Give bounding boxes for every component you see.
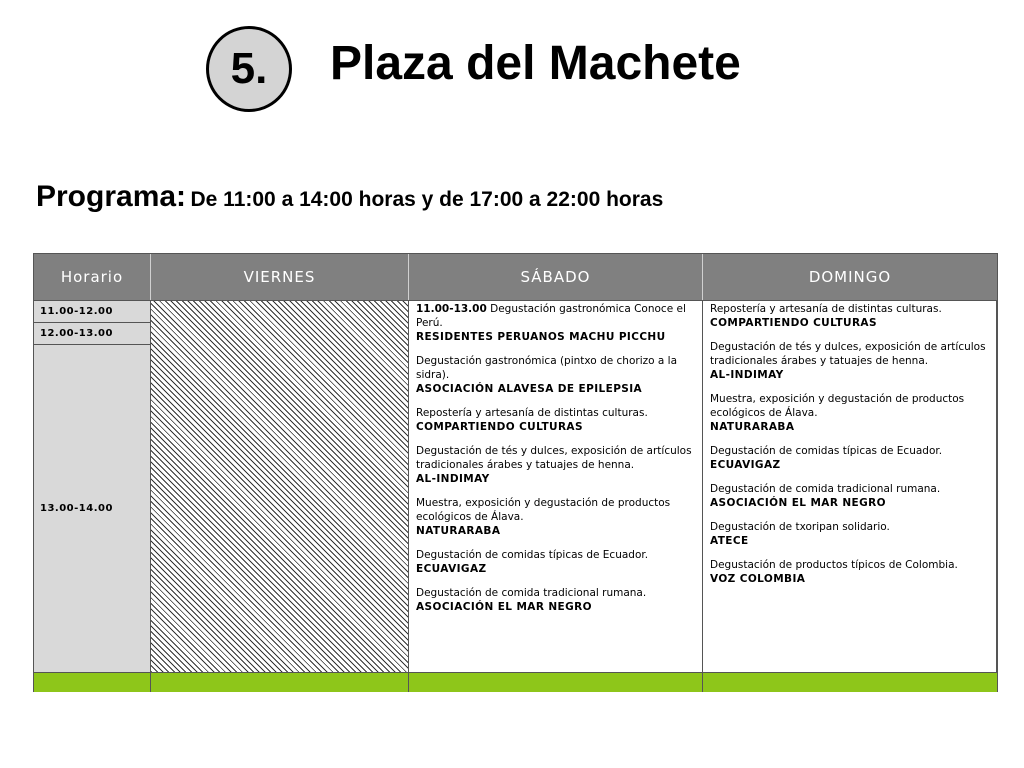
domingo-column	[703, 300, 997, 672]
programa-label: Programa:	[36, 180, 187, 213]
page-title: Plaza del Machete	[330, 37, 741, 90]
event-description	[416, 406, 696, 420]
section-number-badge	[206, 26, 292, 112]
event-organizer: COMPARTIENDO CULTURAS	[416, 421, 583, 433]
event-description-text: Repostería y artesanía de distintas culturas.	[710, 303, 942, 315]
event-description	[710, 340, 990, 368]
event-description-text: Muestra, exposición y degustación de productos ecológicos de Álava.	[710, 393, 965, 419]
event-entry	[416, 302, 696, 344]
viernes-empty-cell	[151, 300, 409, 672]
event-description-text: Degustación de comida tradicional rumana.	[416, 587, 647, 599]
section-number: 5.	[230, 44, 268, 93]
event-entry	[710, 558, 990, 586]
event-description-text: Degustación de comidas típicas de Ecuador.	[416, 549, 649, 561]
header-horario: Horario	[34, 254, 151, 300]
event-entry	[416, 548, 696, 576]
event-entry	[710, 482, 990, 510]
event-organizer: RESIDENTES PERUANOS MACHU PICCHU	[416, 331, 666, 343]
header-sabado: SÁBADO	[409, 254, 703, 300]
event-description-text: Muestra, exposición y degustación de productos ecológicos de Álava.	[416, 497, 671, 523]
event-description	[710, 558, 990, 572]
event-description	[416, 354, 696, 382]
event-description	[416, 444, 696, 472]
event-organizer: COMPARTIENDO CULTURAS	[710, 317, 877, 329]
event-description	[416, 302, 696, 330]
event-organizer: NATURARABA	[710, 421, 795, 433]
event-description	[710, 482, 990, 496]
footer-bar-cell	[34, 672, 151, 692]
header-domingo: DOMINGO	[703, 254, 997, 300]
event-description	[416, 548, 696, 562]
event-entry	[710, 302, 990, 330]
event-entry	[710, 340, 990, 382]
event-description-text: Degustación de tés y dulces, exposición de artículos tradicionales árabes y tatuajes de henna.	[710, 341, 986, 367]
event-description	[710, 444, 990, 458]
event-entry	[710, 444, 990, 472]
event-organizer: NATURARABA	[416, 525, 501, 537]
event-organizer: ASOCIACIÓN ALAVESA DE EPILEPSIA	[416, 383, 643, 395]
event-description-text: Degustación de productos típicos de Colombia.	[710, 559, 958, 571]
event-entry	[416, 444, 696, 486]
sabado-column	[409, 300, 703, 672]
event-organizer: AL-INDIMAY	[710, 369, 784, 381]
event-entry	[416, 354, 696, 396]
footer-bar-cell	[151, 672, 409, 692]
event-organizer: ASOCIACIÓN EL MAR NEGRO	[710, 497, 886, 509]
footer-bar-cell	[409, 672, 703, 692]
schedule-table	[33, 253, 998, 692]
event-organizer: ASOCIACIÓN EL MAR NEGRO	[416, 601, 592, 613]
event-description	[710, 392, 990, 420]
event-entry	[710, 392, 990, 434]
event-description-text: Degustación de comidas típicas de Ecuador.	[710, 445, 943, 457]
event-entry	[416, 496, 696, 538]
event-organizer: ECUAVIGAZ	[416, 563, 487, 575]
event-description-text: Degustación de comida tradicional rumana.	[710, 483, 941, 495]
event-description-text: Degustación de tés y dulces, exposición de artículos tradicionales árabes y tatuajes de henna.	[416, 445, 692, 471]
event-organizer: ATECE	[710, 535, 749, 547]
header-viernes: VIERNES	[151, 254, 409, 300]
event-description	[710, 520, 990, 534]
event-entry	[416, 406, 696, 434]
event-description	[710, 302, 990, 316]
time-slot-1: 11.00-12.00	[34, 300, 151, 322]
event-description-text: Repostería y artesanía de distintas culturas.	[416, 407, 648, 419]
event-description-text: Degustación gastronómica (pintxo de chorizo a la sidra).	[416, 355, 678, 381]
event-entry	[710, 520, 990, 548]
event-description	[416, 496, 696, 524]
event-organizer: ECUAVIGAZ	[710, 459, 781, 471]
footer-bar-cell	[703, 672, 997, 692]
time-slot-2: 12.00-13.00	[34, 322, 151, 344]
time-slot-3: 13.00-14.00	[34, 344, 151, 672]
programa-hours: De 11:00 a 14:00 horas y de 17:00 a 22:00 horas	[190, 188, 664, 211]
event-organizer: VOZ COLOMBIA	[710, 573, 806, 585]
event-description	[416, 586, 696, 600]
event-organizer: AL-INDIMAY	[416, 473, 490, 485]
event-entry	[416, 586, 696, 614]
programa-line	[36, 180, 663, 214]
event-time: 11.00-13.00	[416, 303, 487, 315]
event-description-text: Degustación de txoripan solidario.	[710, 521, 890, 533]
event-description-text: Degustación gastronómica Conoce el Perú.	[416, 303, 686, 329]
